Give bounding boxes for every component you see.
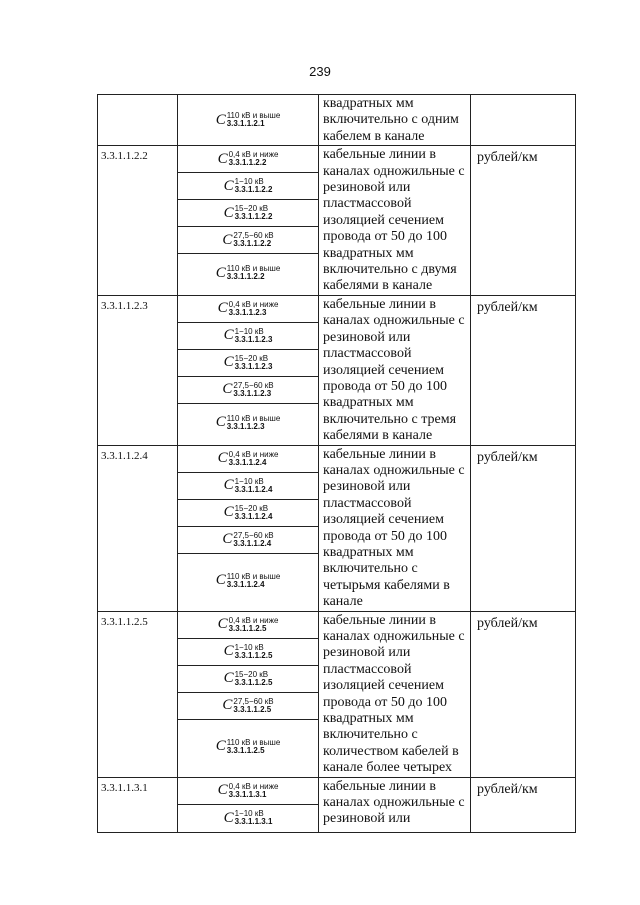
- row-code: 3.3.1.1.2.4: [101, 449, 148, 462]
- cost-symbol-letter: C: [223, 643, 234, 660]
- cost-symbol: [222, 382, 273, 398]
- cost-symbol: [222, 698, 273, 714]
- symbol-index: 3.3.1.1.2.4: [234, 484, 273, 494]
- cost-symbol: [224, 355, 273, 371]
- voltage-class: 15−20 кВ: [234, 353, 269, 363]
- symbol-cell: [178, 146, 319, 296]
- row-description: кабельные линии в каналах одножильные с резиновой или пластмассовой изоляцией сечением провода от 50 до 100 квадратных мм включительно с четырьмя кабелями в канале: [323, 446, 465, 610]
- row-unit: рублей/км: [477, 299, 538, 315]
- row-code: [98, 95, 177, 99]
- symbol-subcell: [178, 173, 318, 200]
- cost-symbol: [224, 810, 273, 826]
- cost-symbol: [216, 112, 281, 128]
- voltage-class: 1−10 кВ: [234, 326, 264, 336]
- voltage-class: 0,4 кВ и ниже: [228, 150, 279, 160]
- cost-symbol: [224, 478, 273, 494]
- cost-symbol-letter: C: [223, 177, 234, 194]
- cost-symbol: [224, 205, 273, 221]
- symbol-index: 3.3.1.1.2.4: [226, 579, 265, 589]
- row-code-cell: [98, 445, 178, 611]
- symbol-index: 3.3.1.1.2.4: [233, 538, 272, 548]
- symbol-index: 3.3.1.1.3.1: [228, 789, 267, 799]
- symbol-subcell: [178, 805, 318, 832]
- cost-symbol-letter: C: [223, 477, 234, 494]
- voltage-class: 110 кВ и выше: [226, 571, 281, 581]
- symbol-index: 3.3.1.1.2.4: [228, 457, 267, 467]
- voltage-class: 0,4 кВ и ниже: [228, 299, 279, 309]
- voltage-class: 15−20 кВ: [234, 669, 269, 679]
- cost-symbol-letter: C: [215, 738, 226, 755]
- symbol-subcell: [178, 254, 318, 292]
- page-number: 239: [309, 64, 331, 79]
- symbol-index: 3.3.1.1.2.5: [228, 623, 267, 633]
- cost-symbol-letter: C: [223, 670, 234, 687]
- symbol-subcell: [178, 323, 318, 350]
- symbol-subcell: [178, 404, 318, 442]
- symbol-subcell: [178, 612, 318, 639]
- voltage-class: 1−10 кВ: [234, 476, 264, 486]
- cost-symbol-letter: C: [215, 111, 226, 128]
- row-description: кабельные линии в каналах одножильные с резиновой или пластмассовой изоляцией сечением провода от 50 до 100 квадратных мм включительно с количеством кабелей в канале более четырех: [323, 612, 465, 776]
- symbol-subcell: [178, 200, 318, 227]
- symbol-subcell: [178, 446, 318, 473]
- voltage-class: 110 кВ и выше: [226, 264, 281, 274]
- voltage-class: 0,4 кВ и ниже: [228, 781, 279, 791]
- symbol-index: 3.3.1.1.2.1: [226, 119, 265, 128]
- voltage-class: 1−10 кВ: [234, 177, 264, 187]
- unit-cell: [471, 146, 576, 296]
- unit-cell: [471, 295, 576, 445]
- symbol-index: 3.3.1.1.2.3: [233, 388, 272, 398]
- cost-symbol-letter: C: [223, 327, 234, 344]
- cost-symbol: [224, 671, 273, 687]
- symbol-index: 3.3.1.1.3.1: [234, 817, 273, 827]
- symbol-subcell: [178, 639, 318, 666]
- row-unit: рублей/км: [477, 150, 538, 166]
- voltage-class: 110 кВ и выше: [226, 737, 281, 747]
- cost-symbol-letter: C: [222, 381, 233, 398]
- symbol-subcell: [178, 296, 318, 323]
- symbol-index: 3.3.1.1.2.2: [228, 158, 267, 168]
- symbol-subcell: [178, 473, 318, 500]
- table-row: [98, 146, 576, 296]
- row-unit: рублей/км: [477, 615, 538, 631]
- voltage-class: 27,5−60 кВ: [233, 696, 274, 706]
- cost-symbol-letter: C: [217, 150, 228, 167]
- cost-symbol-letter: C: [217, 782, 228, 799]
- cost-symbol-letter: C: [222, 697, 233, 714]
- row-code-cell: [98, 95, 178, 146]
- symbol-index: 3.3.1.1.2.2: [233, 239, 272, 249]
- description-cell: [319, 611, 471, 777]
- symbol-subcell: [178, 500, 318, 527]
- table-row: [98, 295, 576, 445]
- cost-symbol: [224, 644, 273, 660]
- row-description: кабельные линии в каналах одножильные с резиновой или пластмассовой изоляцией сечением провода от 50 до 100 квадратных мм включительно с тремя кабелями в канале: [323, 296, 465, 444]
- cost-symbol-letter: C: [217, 616, 228, 633]
- cost-symbol: [216, 739, 281, 755]
- cost-symbol-letter: C: [215, 414, 226, 431]
- symbol-subcell: [178, 146, 318, 173]
- symbol-cell: [178, 295, 319, 445]
- voltage-class: 110 кВ и выше: [226, 111, 281, 120]
- cost-symbol: [224, 328, 273, 344]
- symbol-cell: [178, 777, 319, 832]
- row-code: 3.3.1.1.2.2: [101, 150, 148, 163]
- cost-symbol: [222, 232, 273, 248]
- table-row: [98, 777, 576, 832]
- voltage-class: 15−20 кВ: [234, 204, 269, 214]
- description-cell: [319, 445, 471, 611]
- symbol-index: 3.3.1.1.2.2: [234, 212, 273, 222]
- description-cell: [319, 777, 471, 832]
- symbol-index: 3.3.1.1.2.3: [234, 334, 273, 344]
- voltage-class: 0,4 кВ и ниже: [228, 449, 279, 459]
- description-cell: [319, 146, 471, 296]
- symbol-index: 3.3.1.1.2.3: [228, 307, 267, 317]
- voltage-class: 1−10 кВ: [234, 642, 264, 652]
- row-code-cell: [98, 146, 178, 296]
- symbol-cell: [178, 611, 319, 777]
- symbol-subcell: [178, 720, 318, 774]
- cost-symbol: [216, 573, 281, 589]
- cost-symbol-letter: C: [223, 809, 234, 826]
- symbol-index: 3.3.1.1.2.5: [233, 704, 272, 714]
- symbol-subcell: [178, 527, 318, 554]
- row-code-cell: [98, 611, 178, 777]
- symbol-subcell: [178, 95, 318, 145]
- symbol-subcell: [178, 554, 318, 608]
- cost-symbol: [218, 783, 279, 799]
- cost-symbol: [216, 415, 281, 431]
- row-description: квадратных мм включительно с одним кабелем в канале: [323, 96, 459, 144]
- symbol-index: 3.3.1.1.2.2: [234, 185, 273, 195]
- cost-symbol-letter: C: [215, 572, 226, 589]
- row-unit: рублей/км: [477, 449, 538, 465]
- row-code-cell: [98, 777, 178, 832]
- symbol-index: 3.3.1.1.2.5: [234, 677, 273, 687]
- voltage-class: 27,5−60 кВ: [233, 380, 274, 390]
- voltage-class: 27,5−60 кВ: [233, 530, 274, 540]
- unit-cell: [471, 777, 576, 832]
- row-description: кабельные линии в каналах одножильные с резиновой или пластмассовой изоляцией сечением провода от 50 до 100 квадратных мм включительно с двумя кабелями в канале: [323, 147, 465, 294]
- table-row: [98, 611, 576, 777]
- table-row: [98, 445, 576, 611]
- symbol-subcell: [178, 693, 318, 720]
- tariff-table: [97, 94, 576, 833]
- voltage-class: 27,5−60 кВ: [233, 231, 274, 241]
- cost-symbol: [224, 505, 273, 521]
- symbol-index: 3.3.1.1.2.3: [226, 421, 265, 431]
- symbol-index: 3.3.1.1.2.5: [234, 650, 273, 660]
- row-code: 3.3.1.1.2.3: [101, 299, 148, 312]
- table-row: [98, 95, 576, 146]
- cost-symbol: [222, 532, 273, 548]
- symbol-index: 3.3.1.1.2.3: [234, 361, 273, 371]
- cost-symbol-letter: C: [215, 264, 226, 281]
- unit-cell: [471, 95, 576, 146]
- symbol-cell: [178, 95, 319, 146]
- cost-symbol: [218, 151, 279, 167]
- voltage-class: 15−20 кВ: [234, 503, 269, 513]
- voltage-class: 1−10 кВ: [234, 809, 264, 819]
- row-code: 3.3.1.1.2.5: [101, 615, 148, 628]
- symbol-index: 3.3.1.1.2.5: [226, 745, 265, 755]
- cost-symbol: [216, 265, 281, 281]
- cost-symbol: [218, 301, 279, 317]
- voltage-class: 110 кВ и выше: [226, 413, 281, 423]
- unit-cell: [471, 445, 576, 611]
- symbol-subcell: [178, 227, 318, 254]
- cost-symbol-letter: C: [222, 231, 233, 248]
- row-code-cell: [98, 295, 178, 445]
- cost-symbol-letter: C: [222, 531, 233, 548]
- row-unit: рублей/км: [477, 781, 538, 797]
- cost-symbol: [218, 451, 279, 467]
- row-unit: [471, 95, 575, 99]
- symbol-index: 3.3.1.1.2.4: [234, 511, 273, 521]
- cost-symbol-letter: C: [223, 204, 234, 221]
- cost-symbol-letter: C: [223, 504, 234, 521]
- symbol-cell: [178, 445, 319, 611]
- row-code: 3.3.1.1.3.1: [101, 781, 148, 794]
- symbol-subcell: [178, 350, 318, 377]
- cost-symbol: [218, 617, 279, 633]
- unit-cell: [471, 611, 576, 777]
- symbol-subcell: [178, 778, 318, 805]
- description-cell: [319, 295, 471, 445]
- cost-symbol: [224, 178, 273, 194]
- description-cell: [319, 95, 471, 146]
- symbol-subcell: [178, 377, 318, 404]
- cost-symbol-letter: C: [217, 450, 228, 467]
- cost-symbol-letter: C: [223, 354, 234, 371]
- cost-symbol-letter: C: [217, 300, 228, 317]
- row-description: кабельные линии в каналах одножильные с резиновой или: [323, 778, 465, 827]
- voltage-class: 0,4 кВ и ниже: [228, 615, 279, 625]
- symbol-index: 3.3.1.1.2.2: [226, 272, 265, 282]
- symbol-subcell: [178, 666, 318, 693]
